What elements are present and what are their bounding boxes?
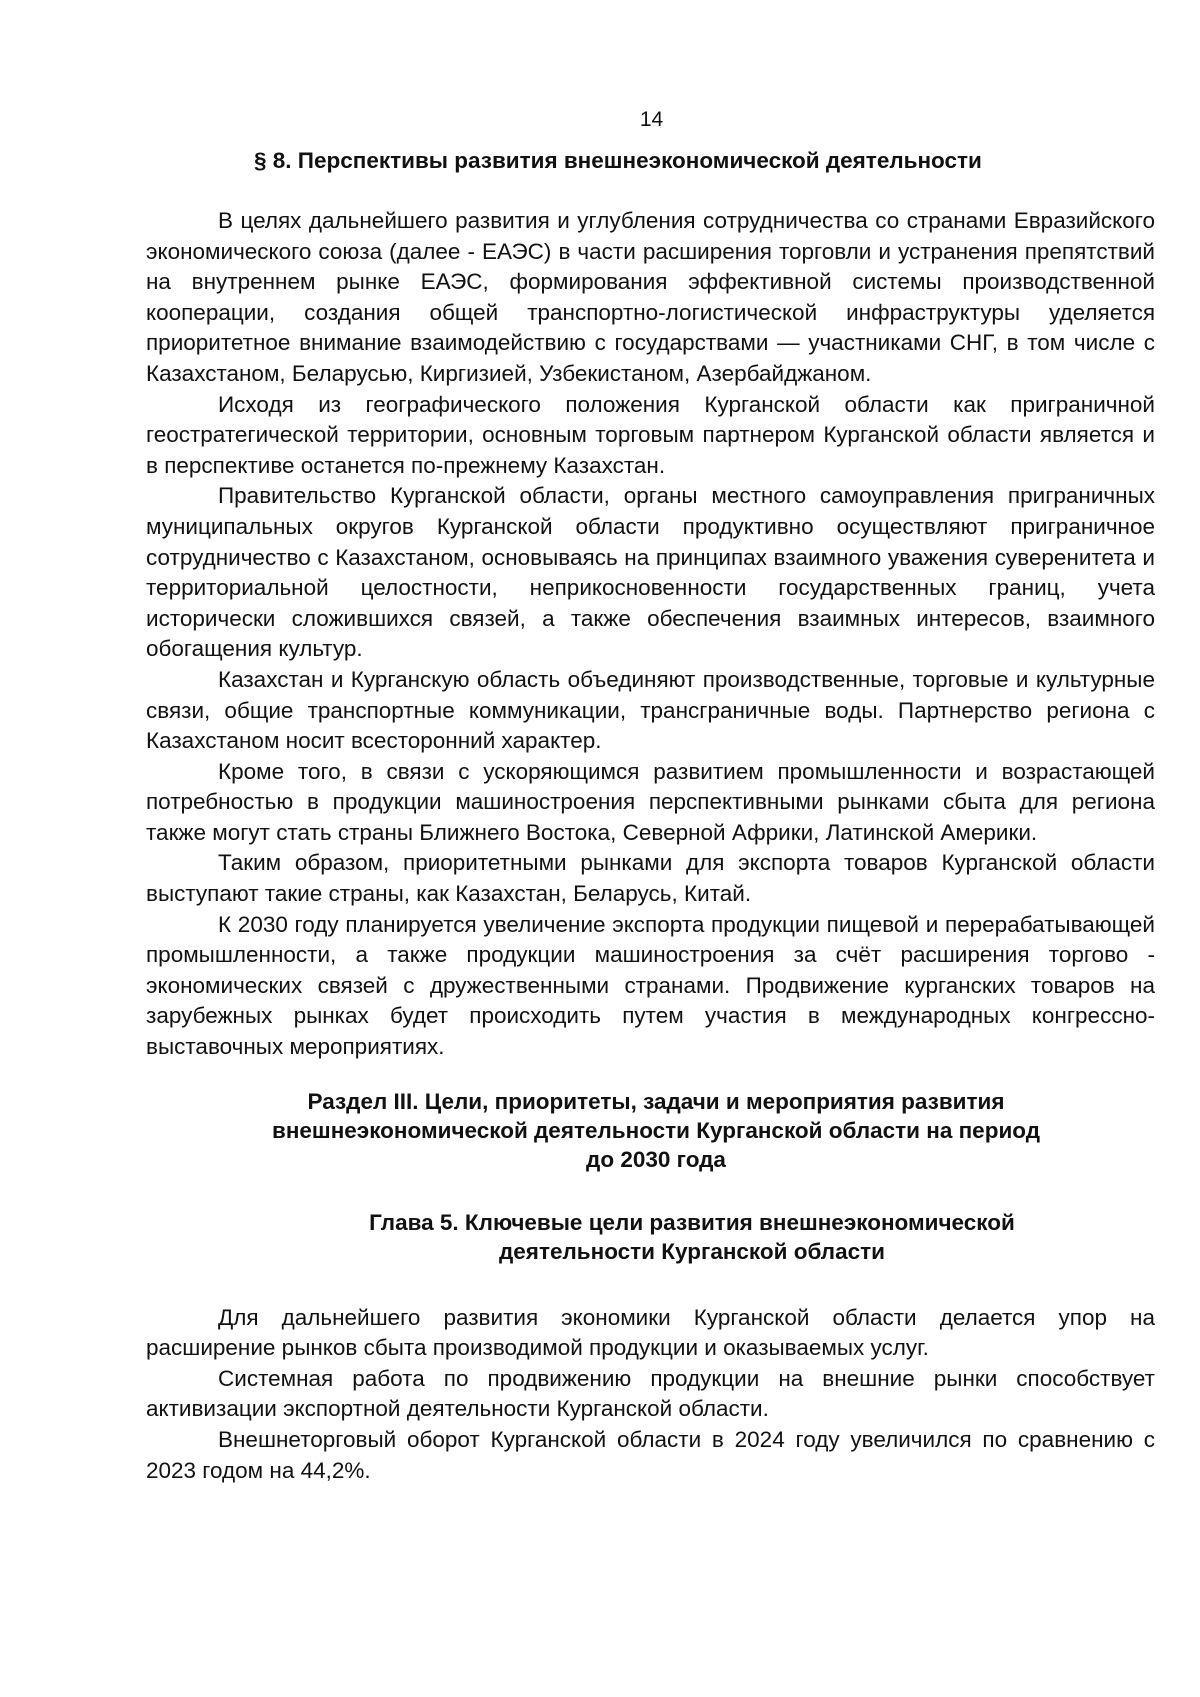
paragraph: Правительство Курганской области, органы местного самоуправления приграничных муниципальных округов Курганской области продуктивно осуществляют приграничное сотрудничество с Казахстаном, основываясь на принципах взаимного уважения суверенитета и территориальной целостности, неприкосновенности государственных границ, учета исторически сложившихся связей, а также обеспечения взаимных интересов, взаимного обогащения культур.	[146, 483, 1155, 662]
paragraph: Казахстан и Курганскую область объединяют производственные, торговые и культурные связи, общие транспортные коммуникации, трансграничные воды. Партнерство региона с Казахстаном носит всесторонний характер.	[146, 666, 1155, 754]
chapter-5-heading-line: деятельности Курганской области	[499, 1238, 885, 1264]
paragraph: Кроме того, в связи с ускоряющимся развитием промышленности и возрастающей потребностью в продукции машиностроения перспективными рынками сбыта для региона также могут стать страны Ближнего Востока, Северной Африки, Латинской Америки.	[146, 758, 1155, 845]
chapter-5-heading	[146, 1208, 1200, 1266]
part-3-heading-line: внешнеэкономической деятельности Курганской области на период	[272, 1117, 1040, 1143]
section-8-title: § 8. Перспективы развития внешнеэкономической деятельности	[254, 148, 982, 173]
paragraph: Таким образом, приоритетными рынками для экспорта товаров Курганской области выступают такие страны, как Казахстан, Беларусь, Китай.	[146, 850, 1155, 907]
paragraph: Для дальнейшего развития экономики Курганской области делается упор на расширение рынков сбыта производимой продукции и оказываемых услуг.	[146, 1304, 1155, 1361]
page-number: 14	[639, 108, 664, 131]
chapter-5-heading-line: Глава 5. Ключевые цели развития внешнеэкономической	[369, 1209, 1015, 1235]
paragraph: Системная работа по продвижению продукции на внешние рынки способствует активизации экспортной деятельности Курганской области.	[146, 1365, 1155, 1422]
part-3-heading-line: до 2030 года	[586, 1146, 726, 1172]
chapter-5-body	[146, 1303, 1155, 1487]
section-8-body	[146, 206, 1155, 1063]
paragraph: Исходя из географического положения Курганской области как приграничной геостратегической территории, основным торговым партнером Курганской области является и в перспективе останется по-прежнему Казахстан.	[146, 391, 1155, 478]
page-content	[146, 146, 1155, 1486]
part-3-heading-line: Раздел III. Цели, приоритеты, задачи и мероприятия развития	[307, 1088, 1005, 1114]
part-3-heading	[146, 1087, 1166, 1174]
paragraph: Внешнеторговый оборот Курганской области в 2024 году увеличился по сравнению с 2023 годом на 44,2%.	[146, 1427, 1155, 1483]
paragraph: К 2030 году планируется увеличение экспорта продукции пищевой и перерабатывающей промышленности, а также продукции машиностроения за счёт расширения торгово - экономических связей с дружественными странами. Продвижение курганских товаров на зарубежных рынках будет происходить путем участия в международных конгрессно-выставочных мероприятиях.	[146, 911, 1155, 1060]
paragraph: В целях дальнейшего развития и углубления сотрудничества со странами Евразийского экономического союза (далее - ЕАЭС) в части расширения торговли и устранения препятствий на внутреннем рынке ЕАЭС, формирования эффективной системы производственной кооперации, создания общей транспортно-логистической инфраструктуры уделяется приоритетное внимание взаимодействию с государствами — участниками СНГ, в том числе с Казахстаном, Беларусью, Киргизией, Узбекистаном, Азербайджаном.	[146, 208, 1155, 386]
